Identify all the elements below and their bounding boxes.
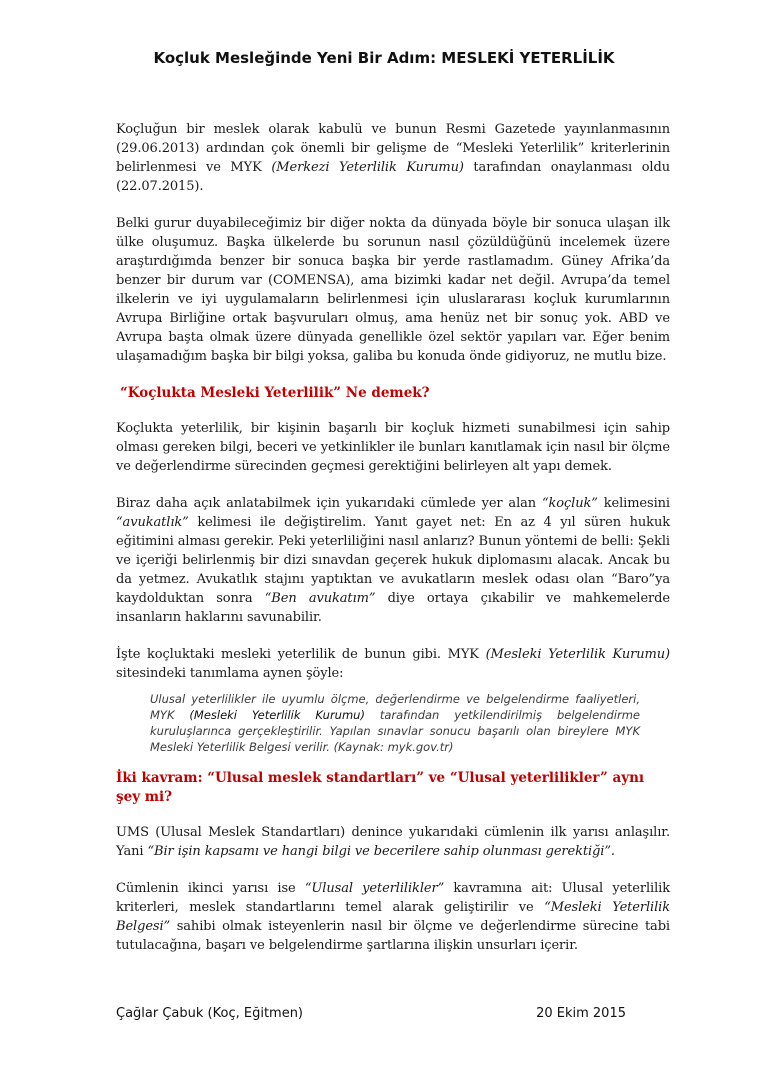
footer-date: 20 Ekim 2015 <box>536 1006 626 1021</box>
paragraph-national-qualifications: Cümlenin ikinci yarısı ise “Ulusal yeterlilikler” kavramına ait: Ulusal yeterlilik kriterleri, meslek standartlarını temel alarak geliştirilir ve “Mesleki Yeterlilik Belgesi” sahibi olmak isteyenlerin nasıl bir ölçme ve değerlendirme sürecine tabi tutulacağına, başarı ve belgelendirme şartlarına ilişkin unsurları içerir. <box>116 881 671 953</box>
paragraph-intro: Koçluğun bir meslek olarak kabulü ve bunun Resmi Gazetede yayınlanmasının (29.06.2013) ardından çok önemli bir gelişme de “Mesleki Yeterlilik” kriterlerinin belirlenmesi ve MYK (Merkezi Yeterlilik Kurumu) tarafından onaylanması oldu (22.07.2015). <box>116 122 670 194</box>
paragraph-ums: UMS (Ulusal Meslek Standartları) denince yukarıdaki cümlenin ilk yarısı anlaşılır. Yani “Bir işin kapsamı ve hangi bilgi ve becerilere sahip olunması gerektiği”. <box>116 825 670 859</box>
paragraph-definition: Koçlukta yeterlilik, bir kişinin başarılı bir koçluk hizmeti sunabilmesi için sahip olması gereken bilgi, beceri ve yetkinlikler ile bunları kanıtlamak için nasıl bir ölçme ve değerlendirme sürecinden geçmesi gerektiğini belirleyen alt yapı demek. <box>116 421 670 474</box>
document-title: Koçluk Mesleğinde Yeni Bir Adım: MESLEKİ YETERLİLİK <box>153 49 615 67</box>
section-heading-two-concepts: İki kavram: “Ulusal meslek standartları” ve “Ulusal yeterlilikler” aynı şey mi? <box>116 770 645 805</box>
myk-quote: Ulusal yeterlilikler ile uyumlu ölçme, değerlendirme ve belgelendirme faaliyetleri, MYK (Mesleki Yeterlilik Kurumu) tarafından yetkilendirilmiş belgelendirme kuruluşlarınca gerçekleştirilir. Yapılan sınavlar sonucu başarılı olan bireylere MYK Mesleki Yeterlilik Belgesi verilir. (Kaynak: myk.gov.tr) <box>150 692 640 754</box>
section-heading-meaning: “Koçlukta Mesleki Yeterlilik” Ne demek? <box>120 385 430 401</box>
paragraph-myk-intro: İşte koçluktaki mesleki yeterlilik de bunun gibi. MYK (Mesleki Yeterlilik Kurumu) sitesindeki tanımlama aynen şöyle: <box>116 647 670 681</box>
paragraph-first-country: Belki gurur duyabileceğimiz bir diğer nokta da dünyada böyle bir sonuca ulaşan ilk ülke oluşumuz. Başka ülkelerde bu sorunun nasıl çözüldüğünü incelemek üzere araştırdığımda benzer bir sonuca başka bir yerde rastlamadım. Güney Afrika’da benzer bir durum var (COMENSA), ama bizimki kadar net değil. Avrupa’da temel ilkelerin ve iyi uygulamaların belirlenmesi için uluslararası koçluk kurumlarının Avrupa Birliğine ortak başvuruları olmuş, ama henüz net bir sonuç yok. ABD ve Avrupa başta olmak üzere dünyada genellikle özel sektör yapıları var. Eğer benim ulaşamadığım başka bir bilgi yoksa, galiba bu konuda önde gidiyoruz, ne mutlu bize. <box>116 216 670 364</box>
paragraph-lawyer-analogy: Biraz daha açık anlatabilmek için yukarıdaki cümlede yer alan “koçluk” kelimesini “avukatlık” kelimesi ile değiştirelim. Yanıt gayet net: En az 4 yıl süren hukuk eğitimini alması gerekir. Peki yeterliliğini nasıl anlarız? Bunun yöntemi de belli: Şekli ve içeriği belirlenmiş bir dizi sınavdan geçerek hukuk diplomasını alacak. Ancak bu da yetmez. Avukatlık stajını yaptıktan ve avukatların meslek odası olan “Baro”ya kaydolduktan sonra “Ben avukatım” diye ortaya çıkabilir ve mahkemelerde insanların haklarını savunabilir. <box>116 496 670 625</box>
footer-author: Çağlar Çabuk (Koç, Eğitmen) <box>116 1006 304 1021</box>
document-body <box>116 120 670 973</box>
